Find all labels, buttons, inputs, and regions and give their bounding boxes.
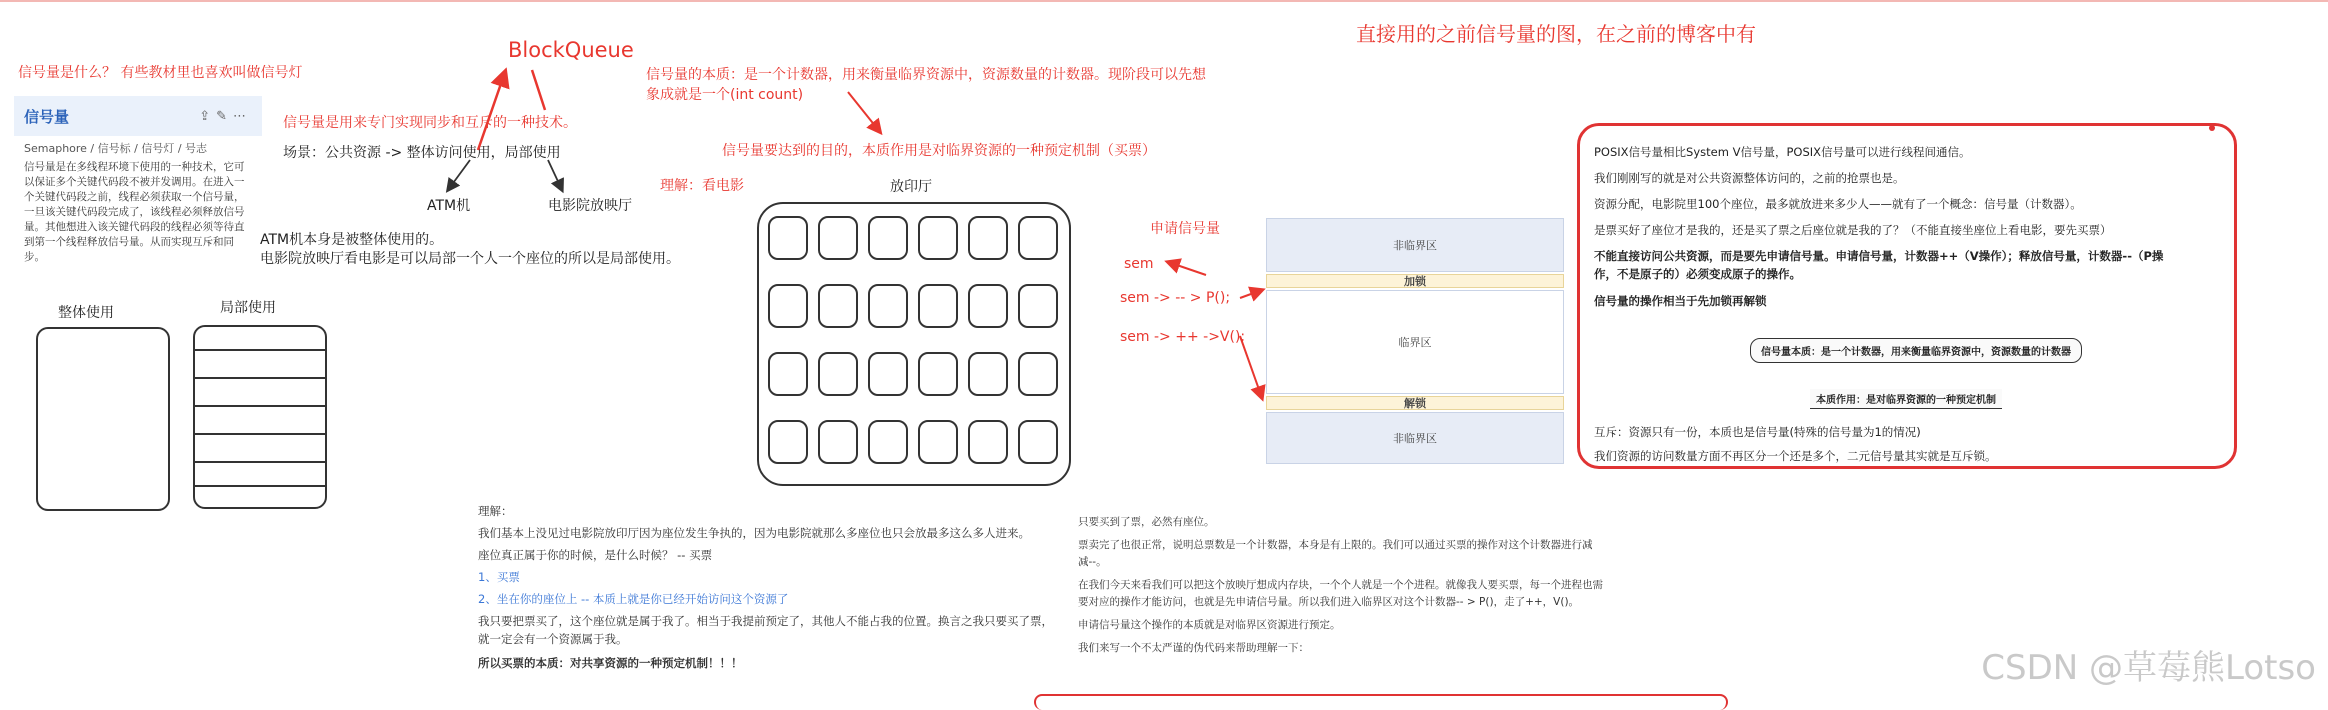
non-critical-region-bottom: 非临界区 bbox=[1266, 412, 1564, 464]
essence-note-2: 象成就是一个(int count) bbox=[646, 87, 804, 103]
rbox-line-5: 不能直接访问公共资源，而是要先申请信号量。申请信号量，计数器++（V操作）；释放信号量，计数器--（P操 bbox=[1594, 249, 2164, 263]
text-line: 要对应的操作才能访问，也就是先申请信号量。所以我们进入临界区对这个计数器-- > P()，走了++，V()。 bbox=[1078, 596, 1580, 608]
edit-icon[interactable]: ✎ bbox=[216, 108, 233, 124]
arrow-to-cinema bbox=[548, 160, 562, 190]
code-sem: sem bbox=[1124, 256, 1154, 272]
text-line: 票卖完了也很正常，说明总票数是一个计数器，本身是有上限的。我们可以通过买票的操作对这个计数器进行减 bbox=[1078, 539, 1593, 551]
header-note: 直接用的之前信号量的图，在之前的博客中有 bbox=[1356, 22, 1756, 46]
rbox-line-4: 是票买好了座位才是我的，还是买了票之后座位就是我的了？（不能直接坐座位上看电影，要先买票） bbox=[1594, 223, 2112, 237]
arrow-to-lock bbox=[1240, 290, 1262, 298]
theater-label: 放印厅 bbox=[890, 179, 932, 195]
whole-use-label: 整体使用 bbox=[58, 305, 114, 321]
code-v-line: sem -> ++ ->V(); bbox=[1120, 329, 1246, 345]
atm-note: ATM机本身是被整体使用的。 bbox=[260, 232, 444, 248]
rbox-line-3: 资源分配，电影院里100个座位，最多就放进来多少人——就有了一个概念：信号量（计数器）。 bbox=[1594, 197, 2082, 211]
question-note: 信号量是什么？ 有些教材里也喜欢叫做信号灯 bbox=[18, 65, 303, 81]
text-line: 减--。 bbox=[1078, 556, 1107, 568]
critical-region: 临界区 bbox=[1266, 290, 1564, 394]
card-body: 信号量是在多线程环境下使用的一种技术，它可以保证多个关键代码段不被并发调用。在进入一个关键代码段之前，线程必须获取一个信号量，一旦该关键代码段完成了，该线程必须释放信号量。其他想进入该关键代码段的线程必须等待直到第一个线程释放信号量。从而实现互斥和同步。 bbox=[24, 161, 245, 263]
text-line: 1、买票 bbox=[478, 570, 520, 584]
watermark: CSDN @草莓熊Lotso bbox=[1981, 648, 2316, 688]
text-line: 座位真正属于你的时候，是什么时候？ -- 买票 bbox=[478, 548, 713, 562]
arrow-essence-to-purpose bbox=[848, 92, 880, 132]
atm-label: ATM机 bbox=[427, 198, 471, 214]
unlock-region: 解锁 bbox=[1266, 396, 1564, 410]
arrow-blockqueue-down bbox=[532, 70, 545, 110]
text-line: 申请信号量这个操作的本质就是对临界区资源进行预定。 bbox=[1078, 619, 1341, 631]
rbox-line-2: 我们刚刚写的就是对公共资源整体访问的，之前的抢票也是。 bbox=[1594, 171, 1905, 185]
blockqueue-label: BlockQueue bbox=[508, 38, 634, 62]
text-line: 所以买票的本质：对共享资源的一种预定机制！！！ bbox=[478, 656, 743, 670]
arrow-apply bbox=[1168, 262, 1206, 275]
arrow-to-atm bbox=[448, 160, 470, 190]
purpose-note: 信号量要达到的目的，本质作用是对临界资源的一种预定机制（买票） bbox=[722, 143, 1156, 159]
scene-note: 场景：公共资源 -> 整体访问使用，局部使用 bbox=[283, 145, 561, 161]
arrow-to-blockqueue bbox=[478, 72, 505, 150]
text-line: 我们基本上没见过电影院放印厅因为座位发生争执的，因为电影院就那么多座位也只会放最多这么多人进来。 bbox=[478, 526, 1030, 540]
cinema-label: 电影院放映厅 bbox=[548, 198, 632, 214]
rbox-line-8: 互斥：资源只有一份，本质也是信号量(特殊的信号量为1的情况) bbox=[1594, 425, 1921, 439]
text-line: 我只要把票买了，这个座位就是属于我了。相当于我提前预定了，其他人不能占我的位置。换言之我只要买了票， bbox=[478, 614, 1053, 628]
more-icon[interactable]: ⋯ bbox=[233, 108, 252, 124]
cinema-note: 电影院放映厅看电影是可以局部一个人一个座位的所以是局部使用。 bbox=[260, 251, 680, 267]
card-title[interactable]: 信号量 bbox=[24, 107, 70, 126]
essence-note-1: 信号量的本质：是一个计数器，用来衡量临界资源中，资源数量的计数器。现阶段可以先想 bbox=[646, 67, 1206, 83]
rbox-corner-dot bbox=[2209, 125, 2215, 131]
text-line: 2、坐在你的座位上 -- 本质上就是你已经开始访问这个资源了 bbox=[478, 592, 789, 606]
text-line: 我们来写一个不太严谨的伪代码来帮助理解一下： bbox=[1078, 642, 1309, 654]
rbox-line-9: 我们资源的访问数量方面不再区分一个还是多个，二元信号量其实就是互斥锁。 bbox=[1594, 449, 1997, 463]
text-line: 就一定会有一个资源属于我。 bbox=[478, 632, 628, 646]
rbox-line-6: 作，不是原子的）必须变成原子的操作。 bbox=[1594, 267, 1801, 281]
share-icon[interactable]: ⇪ bbox=[199, 108, 217, 124]
arrow-to-unlock bbox=[1240, 336, 1262, 398]
tech-note: 信号量是用来专门实现同步和互斥的一种技术。 bbox=[283, 115, 577, 131]
essence-box: 信号量本质：是一个计数器，用来衡量临界资源中，资源数量的计数器 bbox=[1750, 338, 2082, 363]
purpose-box: 本质作用：是对临界资源的一种预定机制 bbox=[1810, 389, 2002, 409]
code-p-line: sem -> -- > P(); bbox=[1120, 290, 1231, 306]
text-line: 理解： bbox=[478, 504, 513, 518]
partial-use-label: 局部使用 bbox=[220, 300, 276, 316]
text-line: 只要买到了票，必然有座位。 bbox=[1078, 516, 1215, 528]
non-critical-region-top: 非临界区 bbox=[1266, 218, 1564, 272]
card-crumb: Semaphore / 信号标 / 信号灯 / 号志 bbox=[24, 142, 208, 155]
apply-semaphore-label: 申请信号量 bbox=[1150, 221, 1220, 237]
understand-note: 理解：看电影 bbox=[660, 178, 744, 194]
rbox-line-1: POSIX信号量相比System V信号量，POSIX信号量可以进行线程间通信。 bbox=[1594, 145, 1971, 159]
rbox-line-7: 信号量的操作相当于先加锁再解锁 bbox=[1594, 294, 1767, 308]
text-line: 在我们今天来看我们可以把这个放映厅想成内存块，一个个人就是一个个进程。就像我人要买票，每一个进程也需 bbox=[1078, 579, 1603, 591]
lock-region: 加锁 bbox=[1266, 274, 1564, 288]
